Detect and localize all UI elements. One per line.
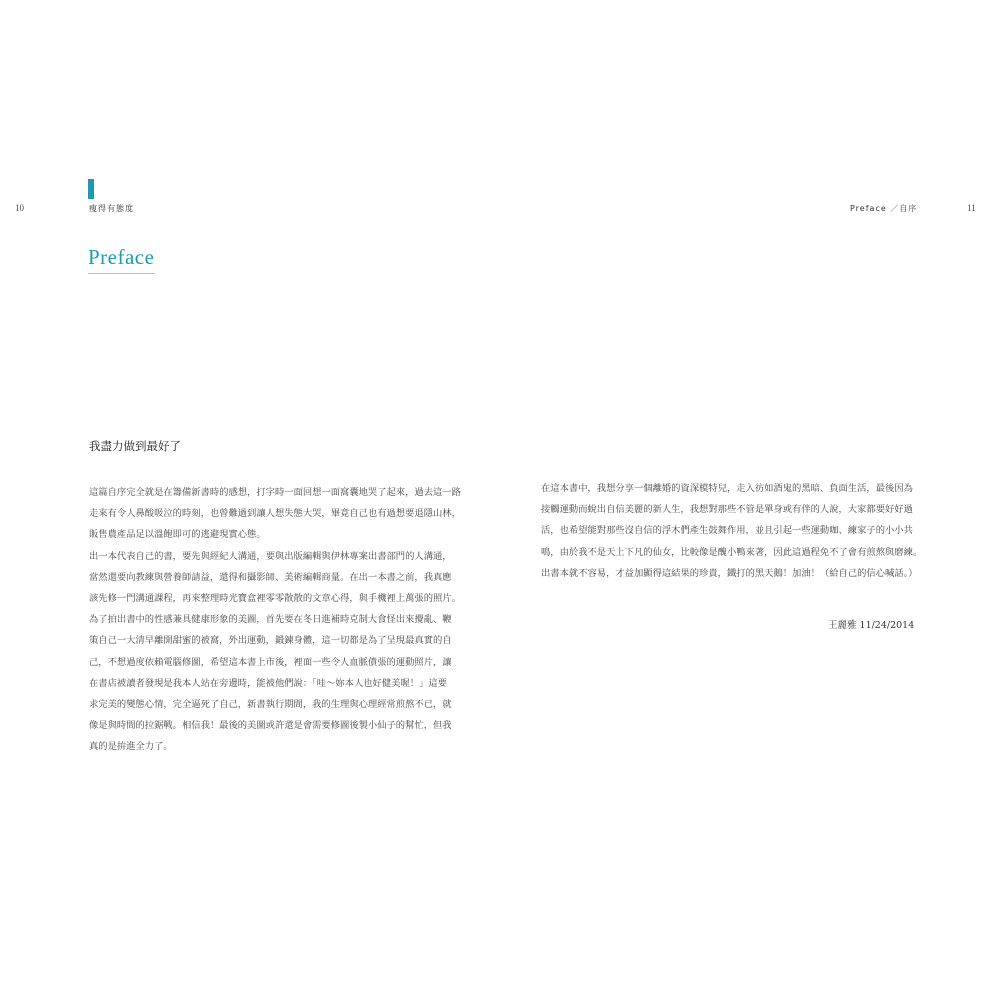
- text-line: 為了拍出書中的性感兼具健康形象的美圖，首先要在冬日進補時克制大食怪出來攪亂、鞭: [89, 614, 452, 626]
- preface-title: Preface: [88, 245, 155, 269]
- text-line: 在書店被讀者發現是我本人站在旁邊時，能被他們說：「哇～妳本人也好健美喔！」這要: [89, 677, 447, 689]
- right-body-text: [541, 478, 922, 584]
- section-heading: 我盡力做到最好了: [89, 439, 181, 453]
- text-line: 像是與時間的拉鋸戰。相信我！最後的美圖或許還是會需要修圖後製小仙子的幫忙，但我: [89, 720, 452, 732]
- text-line: 這篇自序完全就是在籌備新書時的感想，打字時一面回想一面窩囊地哭了起來，過去這一路: [89, 487, 461, 498]
- page-number-left: 10: [15, 203, 24, 213]
- text-line: 求完美的變態心情，完全逼死了自己，新書執行期間，我的生理與心理經常煎熬不已，就: [89, 699, 452, 711]
- text-line: 真的是拚進全力了。: [89, 741, 173, 753]
- text-line: 走來有令人鼻酸吸泣的時刻，也曾難過到讓人想失態大哭，畢竟自己也有過想要退隱山林，: [89, 508, 461, 520]
- left-body-text: [89, 482, 461, 758]
- text-line: 鳴，由於我不是天上下凡的仙女，比較像是醜小鴨來著，因此這過程免不了會有煎熬與磨練。: [541, 546, 923, 558]
- text-line: 販售農產品足以溫飽即可的逃避現實心態。: [89, 529, 266, 541]
- text-line: 在這本書中，我想分享一個離婚的資深模特兒，走入彷如酒鬼的黑暗、負面生活，最後因為: [541, 483, 913, 494]
- text-line: 接觸運動而蛻出自信美麗的新人生，我想對那些不管是單身或有伴的人說，大家都要好好過: [541, 504, 913, 516]
- accent-bar: [88, 179, 94, 199]
- author-signature: 王麗雅 11/24/2014: [828, 620, 915, 631]
- title-underline: [88, 273, 155, 274]
- text-line: 該先修一門溝通課程，再來整理時光寶盒裡零零散散的文章心得，與手機裡上萬張的照片。: [89, 593, 461, 605]
- text-line: 當然還要向教練與營養師請益，還得和攝影師、美術編輯商量。在出一本書之前，我真應: [89, 571, 452, 583]
- text-line: 活，也希望能對那些沒自信的浮木們產生鼓舞作用，並且引起一些運動咖、練家子的小小共: [541, 525, 913, 537]
- text-line: 己，不想過度依賴電腦修圖，希望這本書上市後，裡面一些令人血脈僨張的運動照片，讓: [89, 656, 452, 668]
- text-line: 出書本就不容易，才益加顯得這結果的珍貴，鐵打的黑天鵝！加油！（給自己的信心喊話。）: [541, 567, 918, 579]
- running-head-right: Preface ／自序: [850, 204, 918, 213]
- page-number-right: 11: [967, 203, 976, 213]
- text-line: 出一本代表自己的書，要先與經紀人溝通，要與出版編輯與伊林專案出書部門的人溝通，: [89, 550, 452, 562]
- text-line: 策自己一大清早離開甜蜜的被窩，外出運動，鍛鍊身體，這一切都是為了呈現最真實的自: [89, 635, 452, 647]
- running-head-left: 瘦得有態度: [89, 204, 134, 213]
